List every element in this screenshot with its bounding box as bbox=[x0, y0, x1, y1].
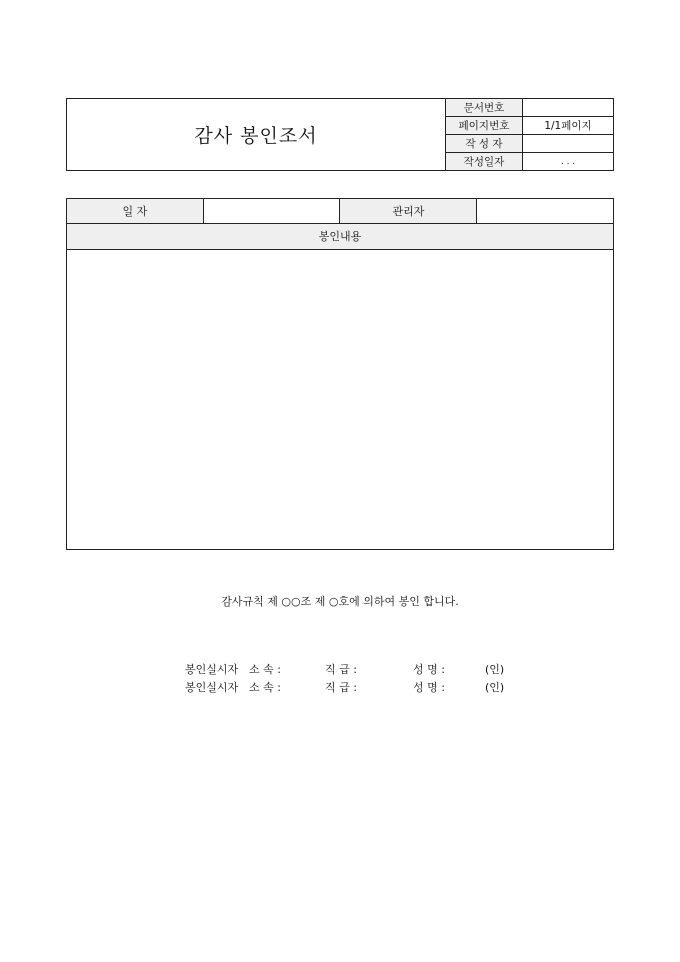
doc-number-label: 문서번호 bbox=[446, 99, 523, 117]
signer-row bbox=[178, 666, 504, 695]
date-label: 일 자 bbox=[67, 199, 204, 224]
author-label: 작 성 자 bbox=[446, 135, 523, 153]
signer-dept: 소 속 : bbox=[249, 663, 281, 676]
signer-rank: 직 급 : bbox=[325, 681, 357, 694]
seal-content-label: 봉인내용 bbox=[67, 224, 614, 249]
signer-role: 봉인실시자 bbox=[185, 663, 239, 676]
created-date-value: . . . bbox=[523, 153, 614, 171]
doc-number-value bbox=[523, 99, 614, 117]
manager-value bbox=[477, 199, 614, 224]
page-number-label: 페이지번호 bbox=[446, 117, 523, 135]
signer-seal: (인) bbox=[485, 681, 505, 694]
created-date-label: 작성일자 bbox=[446, 153, 523, 171]
signer-seal: (인) bbox=[485, 663, 505, 676]
manager-label: 관리자 bbox=[340, 199, 477, 224]
signer-dept: 소 속 : bbox=[249, 681, 281, 694]
seal-info-table bbox=[66, 198, 614, 550]
seal-content-body bbox=[67, 249, 614, 549]
signer-name: 성 명 : bbox=[413, 681, 445, 694]
seal-statement: 감사규칙 제 ○○조 제 ○호에 의하여 봉인 합니다. bbox=[221, 595, 459, 608]
author-value bbox=[523, 135, 614, 153]
signer-rank: 직 급 : bbox=[325, 663, 357, 676]
date-value bbox=[203, 199, 340, 224]
document-header-table bbox=[66, 98, 614, 171]
signer-role: 봉인실시자 bbox=[185, 681, 239, 694]
document-title: 감사 봉인조서 bbox=[67, 99, 446, 171]
signer-name: 성 명 : bbox=[413, 663, 445, 676]
page-number-value: 1/1페이지 bbox=[523, 117, 614, 135]
